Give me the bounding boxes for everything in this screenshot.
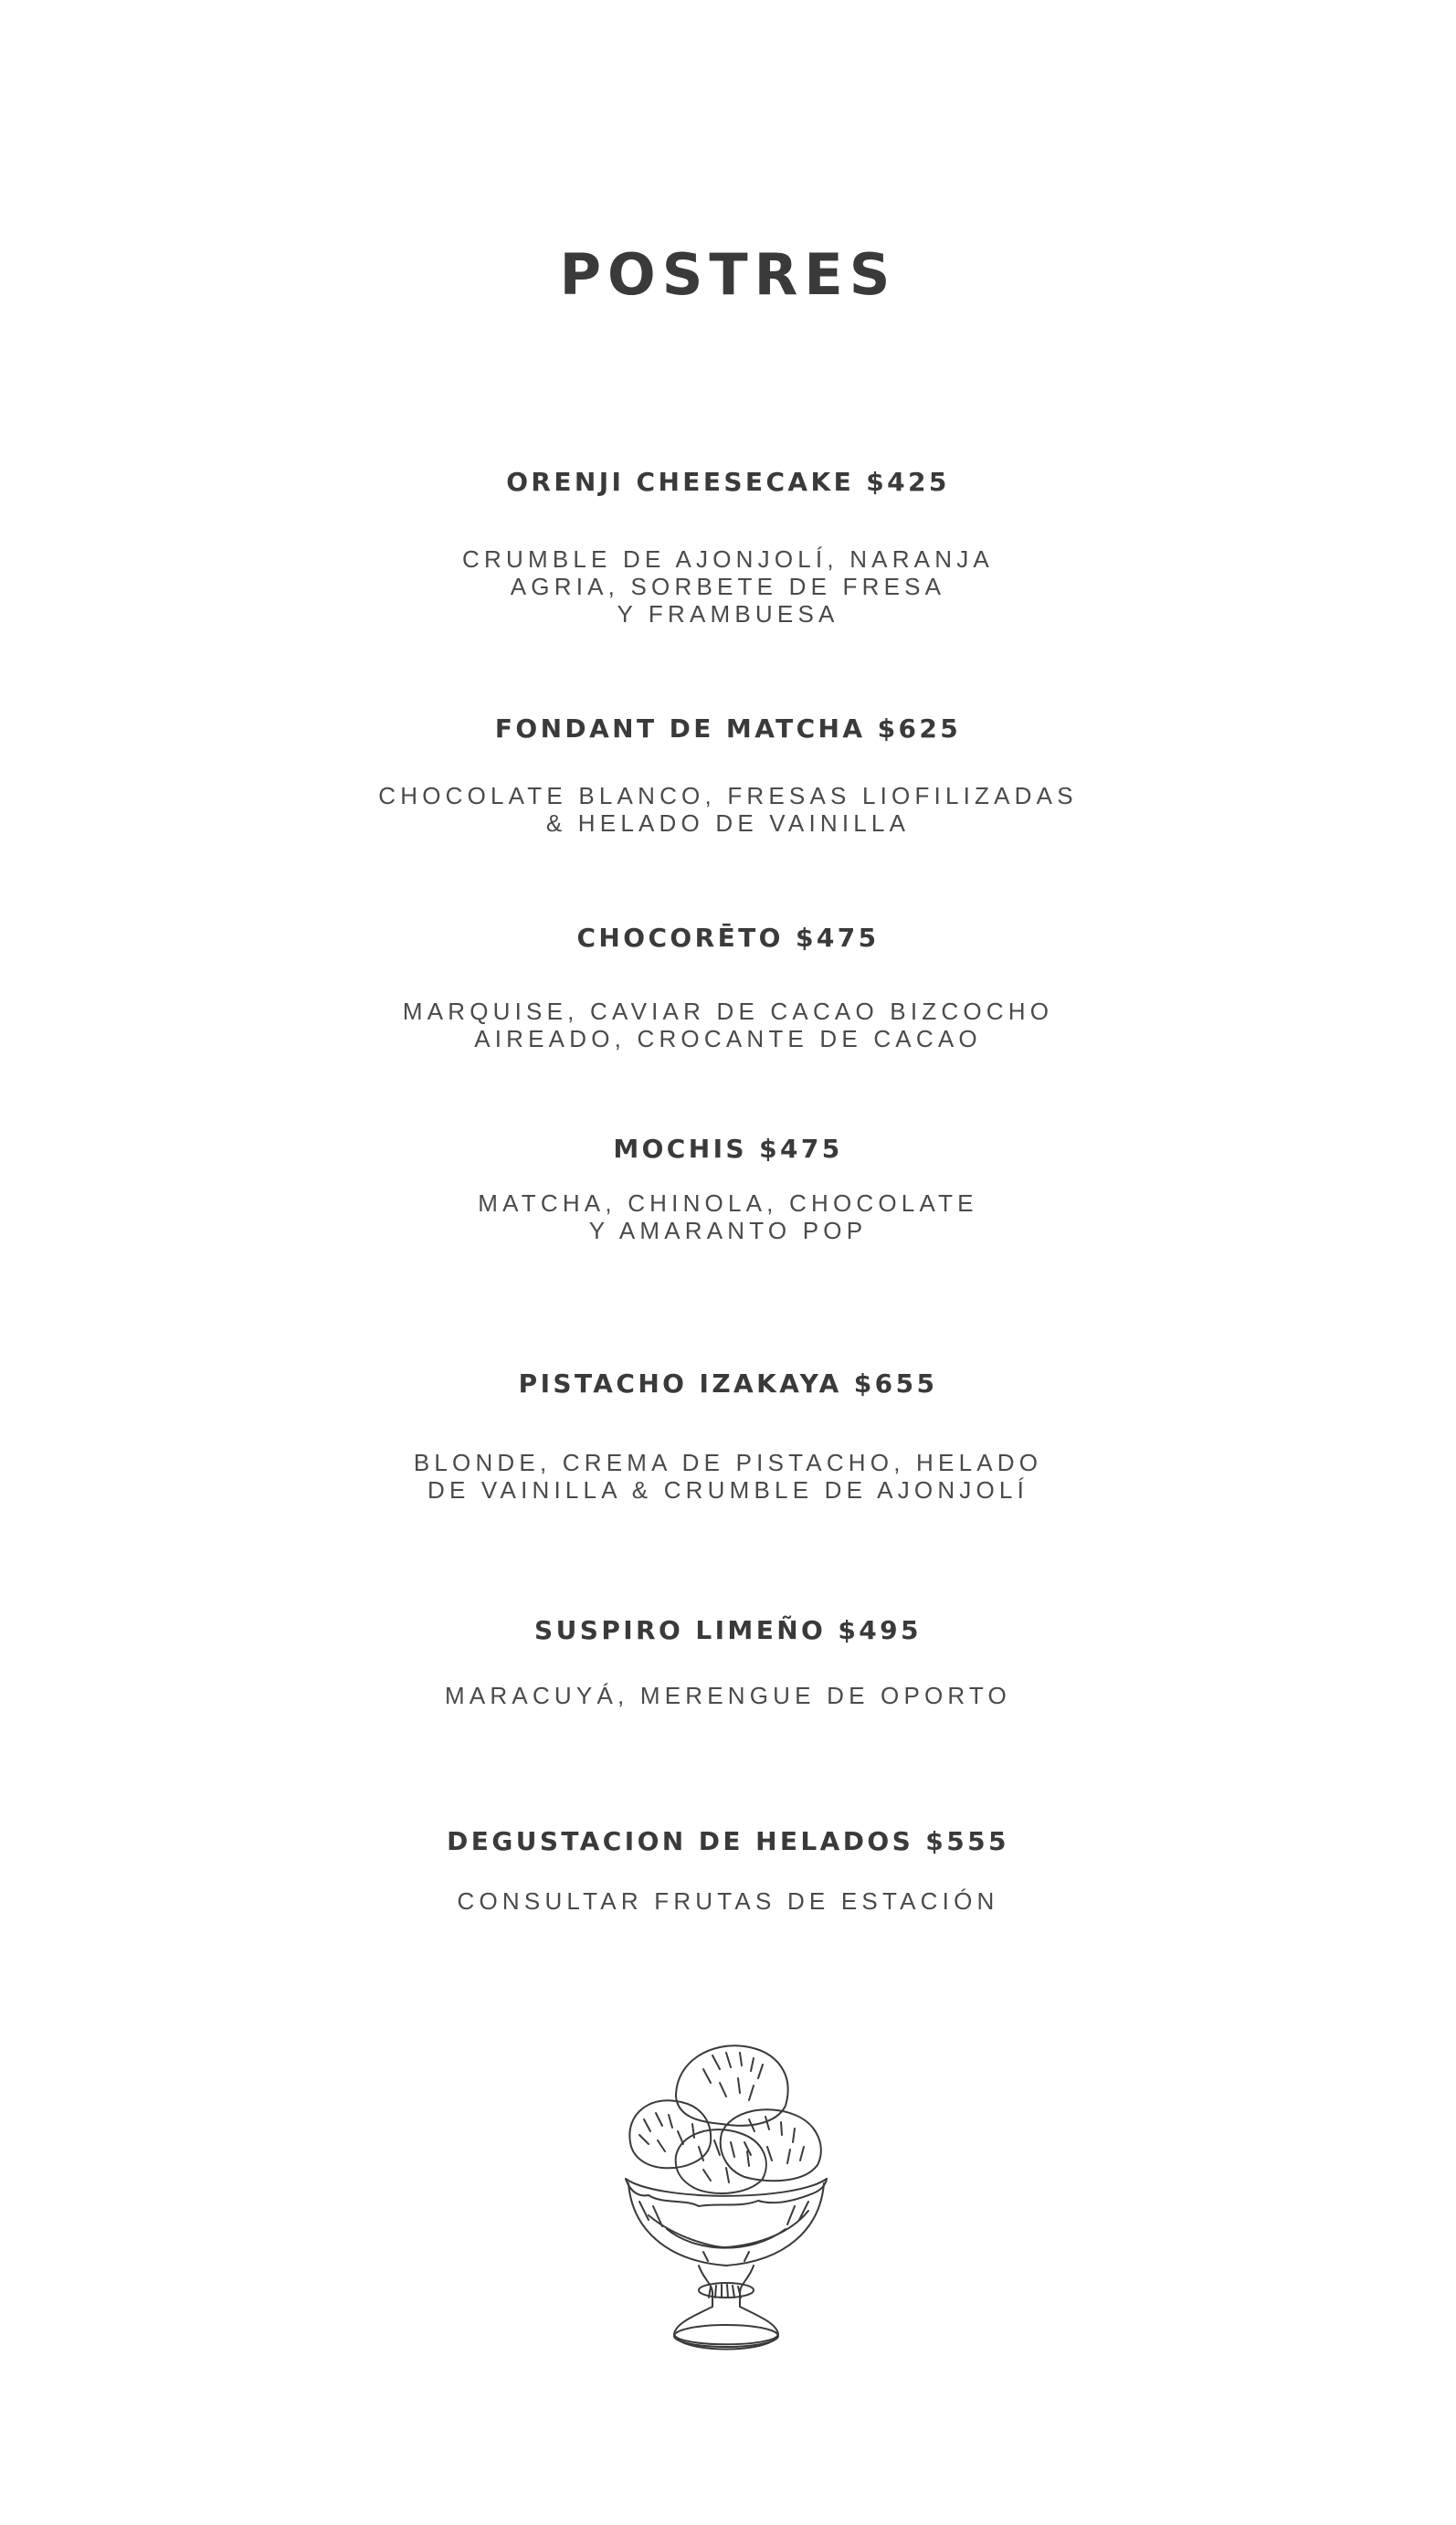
item-name-chocoreto: CHOCORĒTO $475: [576, 923, 880, 953]
item-description-pistacho-izakaya: [0, 1449, 1456, 1504]
description-line: DE VAINILLA & CRUMBLE DE AJONJOLÍ: [427, 1476, 1029, 1504]
description-line: Y AMARANTO POP: [588, 1217, 868, 1244]
description-line: & HELADO DE VAINILLA: [545, 809, 911, 837]
item-name-fondant-de-matcha: FONDANT DE MATCHA $625: [494, 713, 962, 744]
ice-cream-sundae-icon: [612, 2033, 840, 2371]
description-line: BLONDE, CREMA DE PISTACHO, HELADO: [413, 1449, 1043, 1476]
item-description-degustacion-de-helados: [0, 1887, 1456, 1915]
description-line: CHOCOLATE BLANCO, FRESAS LIOFILIZADAS: [378, 782, 1078, 809]
item-description-fondant-de-matcha: [0, 782, 1456, 837]
item-name-mochis: MOCHIS $475: [613, 1134, 843, 1164]
item-name-pistacho-izakaya: PISTACHO IZAKAYA $655: [518, 1368, 938, 1399]
description-line: MARQUISE, CAVIAR DE CACAO BIZCOCHO: [402, 998, 1054, 1025]
description-line: AGRIA, SORBETE DE FRESA: [510, 573, 946, 600]
menu-title: POSTRES: [559, 241, 897, 308]
item-description-suspiro-limeno: [0, 1682, 1456, 1709]
item-description-orenji-cheesecake: [0, 545, 1456, 628]
item-name-degustacion-de-helados: DEGUSTACION DE HELADOS $555: [447, 1826, 1009, 1856]
item-name-orenji-cheesecake: ORENJI CHEESECAKE $425: [506, 467, 950, 497]
item-name-suspiro-limeno: SUSPIRO LIMEÑO $495: [534, 1615, 922, 1645]
description-line: AIREADO, CROCANTE DE CACAO: [474, 1025, 982, 1052]
description-line: Y FRAMBUESA: [617, 600, 839, 628]
description-line: CONSULTAR FRUTAS DE ESTACIÓN: [457, 1887, 999, 1915]
description-line: MARACUYÁ, MERENGUE DE OPORTO: [445, 1682, 1011, 1709]
item-description-chocoreto: [0, 998, 1456, 1052]
description-line: MATCHA, CHINOLA, CHOCOLATE: [478, 1189, 978, 1217]
description-line: CRUMBLE DE AJONJOLÍ, NARANJA: [462, 545, 994, 573]
item-description-mochis: [0, 1189, 1456, 1244]
